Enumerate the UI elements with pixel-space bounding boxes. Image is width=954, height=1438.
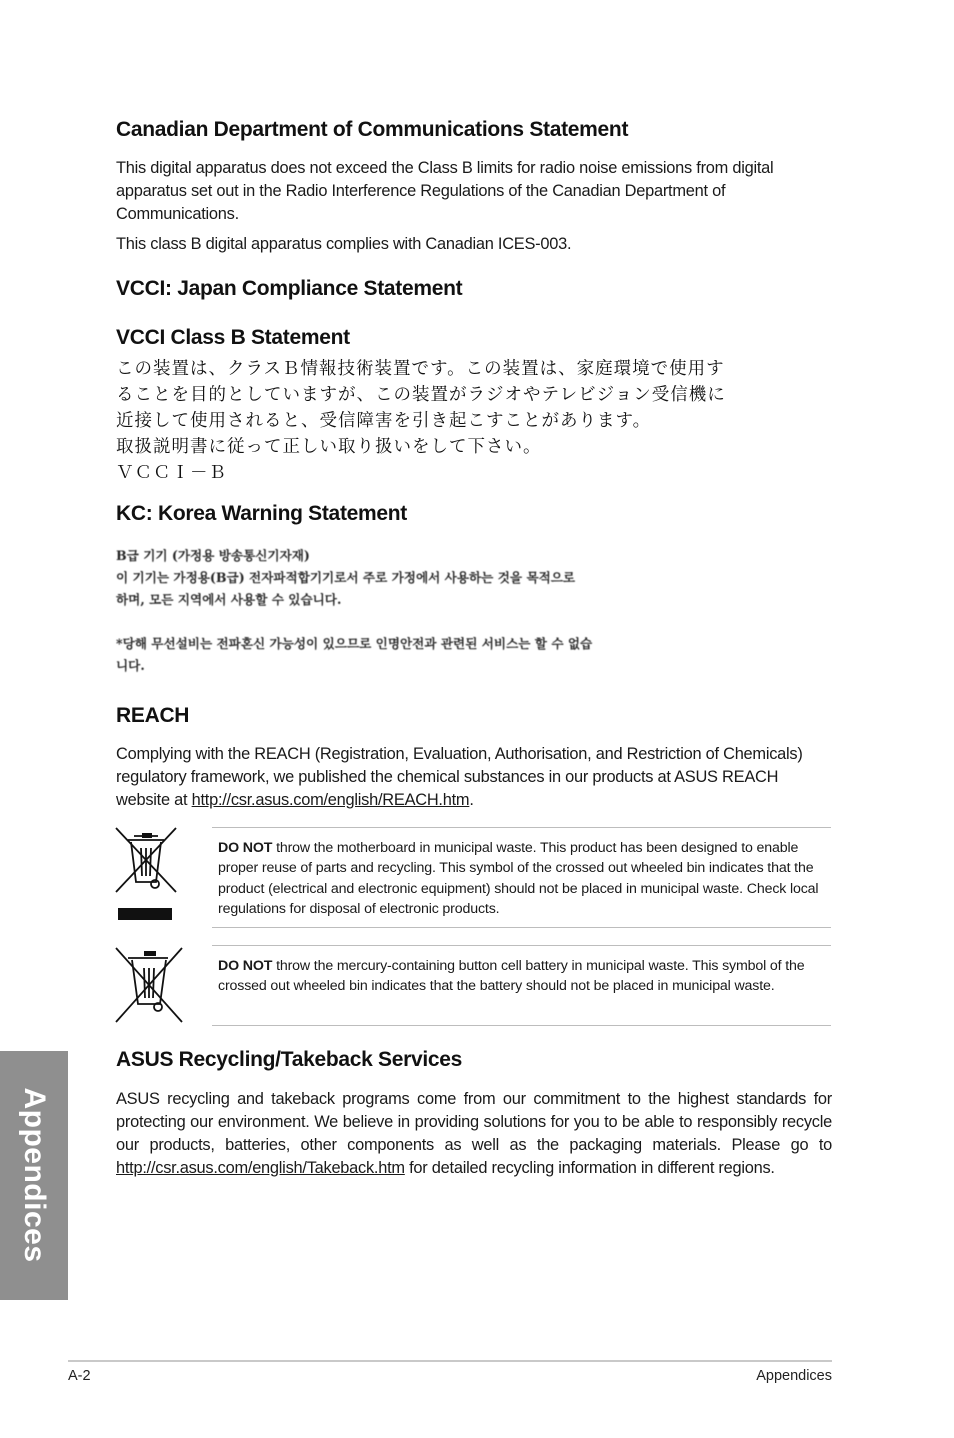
recycling-heading: ASUS Recycling/Takeback Services (116, 1048, 463, 1071)
recycling-paragraph (116, 1088, 832, 1180)
notice-battery-waste (212, 945, 831, 1026)
vcci-line: 近接して使用されると、受信障害を引き起こすことがあります。 (116, 411, 652, 431)
notice-text: throw the mercury-containing button cell battery in municipal waste. This symbol of the crossed out wheeled bin indicates that the battery should not be placed in municipal waste. (218, 958, 805, 995)
korea-statement-image-text (116, 545, 822, 677)
side-tab-label: Appendices (18, 1087, 51, 1263)
vcci-line: ＶＣＣＩ－Ｂ (116, 463, 227, 483)
footer-divider (68, 1360, 832, 1362)
notice-bold: DO NOT (218, 958, 273, 974)
korea-line: 하며, 모든 지역에서 사용할 수 있습니다. (116, 592, 342, 607)
vcci-line: 取扱説明書に従って正しい取り扱いをして下さい。 (116, 437, 542, 457)
notice-text: throw the motherboard in municipal waste. This product has been designed to enable proper reuse of parts and recycling. This symbol of the crossed out wheeled bin indicates that the product (electrical and electronic equipment) should not be placed in municipal waste. Check local regulations for disposal of electronic products. (218, 840, 819, 917)
recycling-text-end: for detailed recycling information in different regions. (404, 1159, 775, 1177)
vcci-line: この装置は、クラスＢ情報技術装置です。この装置は、家庭環境で使用す (116, 359, 725, 379)
reach-text: Complying with the REACH (Registration, Evaluation, Authorisation, and Restriction of Chemicals) regulatory framework, we published the chemical substances in our products at ASUS REACH website at (116, 745, 803, 809)
reach-link[interactable]: http://csr.asus.com/english/REACH.htm (191, 791, 470, 809)
crossed-battery-bin-icon (114, 946, 184, 1024)
appendices-side-tab (0, 1051, 68, 1300)
footer-section-name: Appendices (756, 1368, 832, 1384)
reach-text-end: . (469, 791, 474, 809)
vcci-line: ることを目的としていますが、この装置がラジオやテレビジョン受信機に (116, 385, 726, 405)
korea-line: B급 기기 (가정용 방송통신기자재) (116, 548, 310, 563)
recycling-text: ASUS recycling and takeback programs come from our commitment to the highest standards for protecting our environment. We believe in providing solutions for you to be able to responsibly recycle our products, batteries, other components as well as the packaging materials. Please go to (116, 1090, 832, 1154)
footer-page-number: A-2 (68, 1368, 91, 1384)
notice-motherboard-waste (212, 827, 831, 928)
vcci-japanese-statement (116, 356, 836, 486)
canadian-paragraph-1: This digital apparatus does not exceed the Class B limits for radio noise emissions from digital apparatus set out in the Radio Interference Regulations of the Canadian Department of Communications. (116, 159, 774, 223)
canadian-paragraph-2: This class B digital apparatus complies with Canadian ICES-003. (116, 235, 572, 253)
crossed-wheeled-bin-icon (114, 826, 178, 922)
canadian-heading: Canadian Department of Communications Statement (116, 118, 629, 141)
reach-paragraph (116, 743, 832, 812)
korea-line: 니다. (116, 658, 145, 673)
takeback-link[interactable]: http://csr.asus.com/english/Takeback.htm (116, 1159, 405, 1177)
vcci-class-b-heading: VCCI Class B Statement (116, 326, 350, 349)
korea-line: *당해 무선설비는 전파혼신 가능성이 있으므로 인명안전과 관련된 서비스는 할 수 없습 (116, 636, 593, 651)
vcci-heading: VCCI: Japan Compliance Statement (116, 277, 463, 300)
reach-heading: REACH (116, 704, 190, 727)
notice-bold: DO NOT (218, 840, 273, 856)
korea-line: 이 기기는 가정용(B급) 전자파적합기기로서 주로 가정에서 사용하는 것을 목적으로 (116, 570, 576, 585)
korea-heading: KC: Korea Warning Statement (116, 502, 407, 525)
